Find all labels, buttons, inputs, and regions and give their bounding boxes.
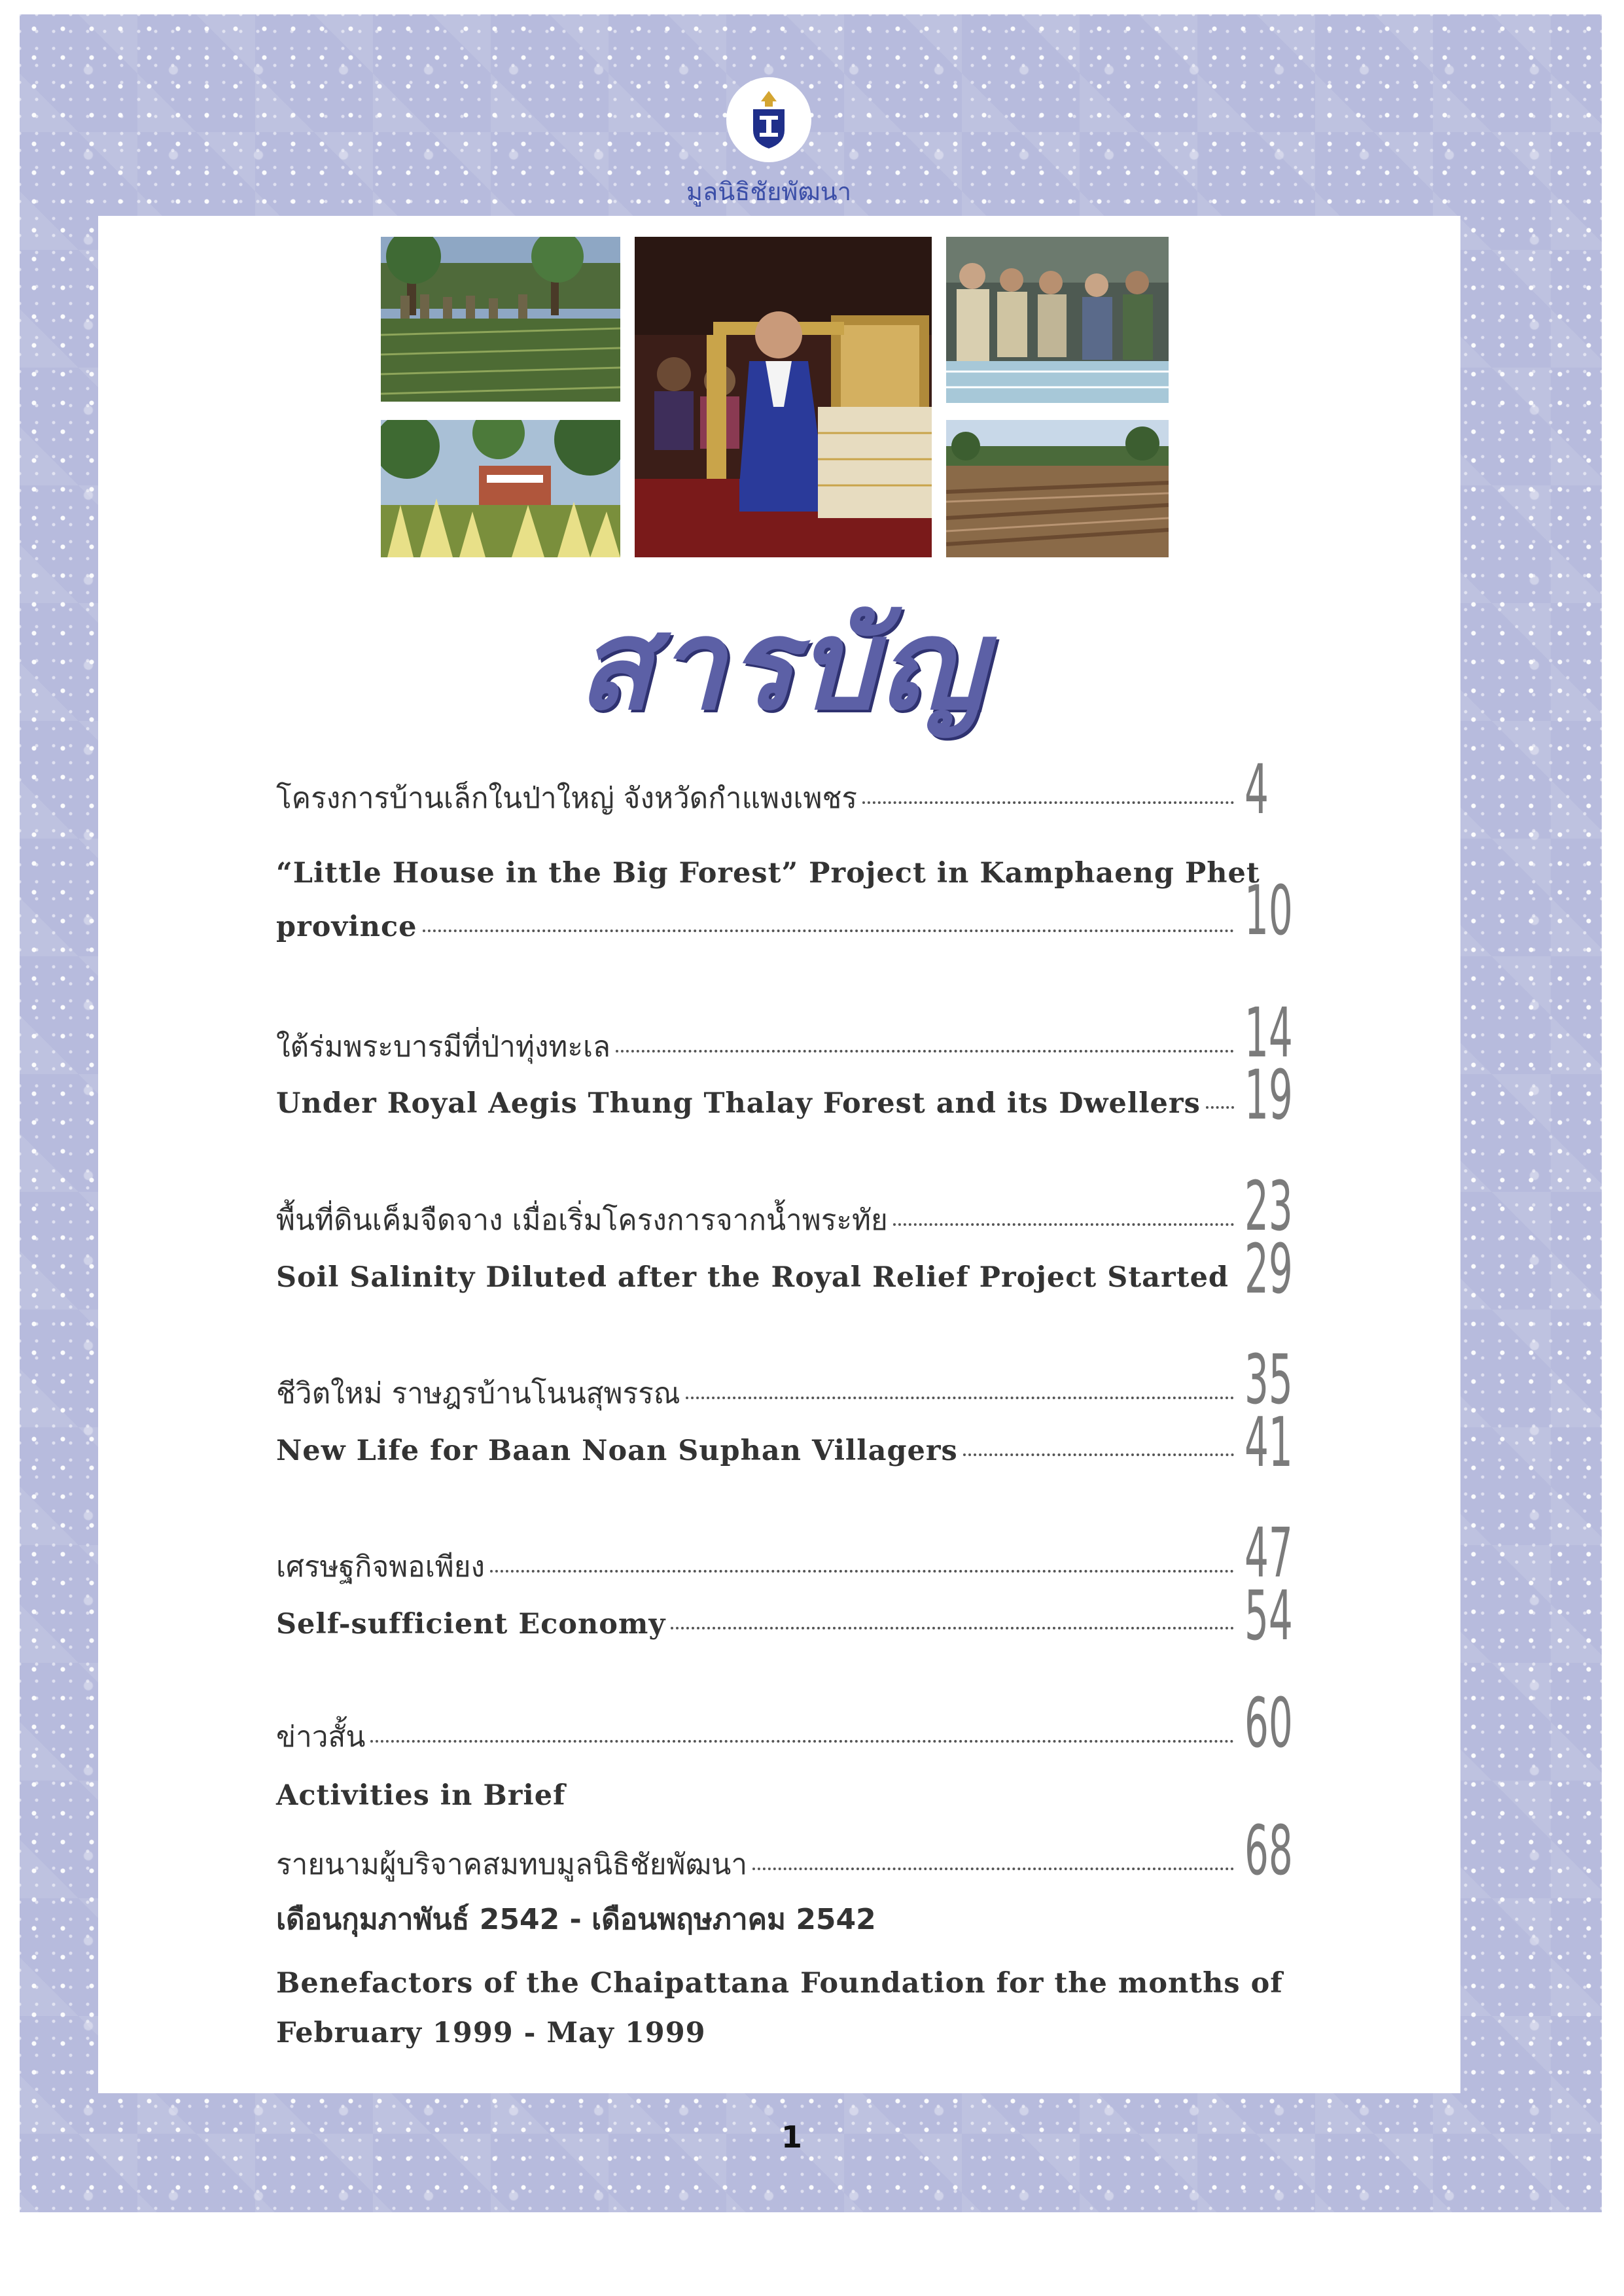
toc-entry-subtitle: เดือนกุมภาพันธ์ 2542 - เดือนพฤษภาคม 2542: [276, 1903, 876, 1936]
toc-page-number: 10: [1244, 871, 1293, 950]
toc-entry: [276, 1513, 1297, 1593]
toc-entry-title: Soil Salinity Diluted after the Royal Relief Project Started: [276, 1261, 1229, 1294]
toc-entry: [276, 750, 1297, 829]
toc-page-number: 41: [1244, 1402, 1293, 1482]
toc-entry-title: ใต้ร่มพระบารมีที่ป่าทุ่งทะเล: [276, 1030, 611, 1064]
toc-entry-english-dates: February 1999 - May 1999: [276, 2017, 706, 2049]
toc-entry-title: Self-sufficient Economy: [276, 1608, 666, 1641]
queen-seated-ceremony-photo: [635, 237, 932, 557]
toc-entry: [276, 1576, 1297, 1656]
toc-entry: [276, 1340, 1297, 1419]
page-number: 1: [781, 2119, 802, 2155]
toc-page-number: 68: [1244, 1811, 1293, 1890]
toc-entry-title: ข่าวสั้น: [276, 1720, 366, 1754]
toc-entry: [276, 1683, 1297, 1812]
page-title: สารบัญ: [576, 593, 987, 737]
toc-page-number: 14: [1244, 993, 1293, 1073]
toc-entry: [276, 1166, 1297, 1246]
toc-entry: [276, 1229, 1297, 1309]
ploughed-field-photo: [946, 420, 1169, 557]
toc-entry: [276, 993, 1297, 1073]
toc-entry-title: พื้นที่ดินเค็มจืดจาง เมื่อเริ่มโครงการจากน้ำพระทัย: [276, 1204, 888, 1237]
forest-house-banana-photo: [381, 420, 620, 557]
toc-page-number: 60: [1244, 1683, 1293, 1763]
toc-entry: [276, 1811, 1297, 2049]
toc-entry-title: เศรษฐกิจพอเพียง: [276, 1550, 485, 1584]
toc-page-number: 54: [1244, 1576, 1293, 1656]
toc-entry-title: ชีวิตใหม่ ราษฎรบ้านโนนสุพรรณ: [276, 1377, 680, 1410]
toc-page-number: 19: [1244, 1055, 1293, 1135]
toc-entry-title: โครงการบ้านเล็กในป่าใหญ่ จังหวัดกำแพงเพชร: [276, 782, 857, 815]
toc-page-number: 47: [1244, 1513, 1293, 1593]
toc-page-number: 29: [1244, 1229, 1293, 1309]
toc-page-number: 23: [1244, 1166, 1293, 1246]
toc-entry-title: รายนามผู้บริจาคสมทบมูลนิธิชัยพัฒนา: [276, 1848, 748, 1881]
logo-caption: มูลนิธิชัยพัฒนา: [686, 177, 852, 206]
toc-entry-title: “Little House in the Big Forest” Project in Kamphaeng Phet: [276, 857, 1260, 890]
toc-entry-english-title: Benefactors of the Chaipattana Foundation for the months of: [276, 1967, 1283, 2000]
toc-entry: [276, 1055, 1297, 1135]
toc-page-number: 4: [1244, 750, 1269, 829]
toc-page-number: 35: [1244, 1340, 1293, 1419]
pineapple-field-visit-photo: [381, 237, 620, 402]
toc-entry: [276, 1402, 1297, 1482]
toc-entry-title-continued: province: [276, 911, 417, 943]
toc-entry-title: New Life for Baan Noan Suphan Villagers: [276, 1435, 958, 1467]
toc-entry-title: Under Royal Aegis Thung Thalay Forest and its Dwellers: [276, 1087, 1201, 1120]
toc-entry-subtitle: Activities in Brief: [276, 1779, 566, 1812]
chaipattana-emblem-icon: [726, 77, 811, 162]
officials-viewing-model-photo: [946, 237, 1169, 403]
toc-entry: [276, 857, 1297, 950]
